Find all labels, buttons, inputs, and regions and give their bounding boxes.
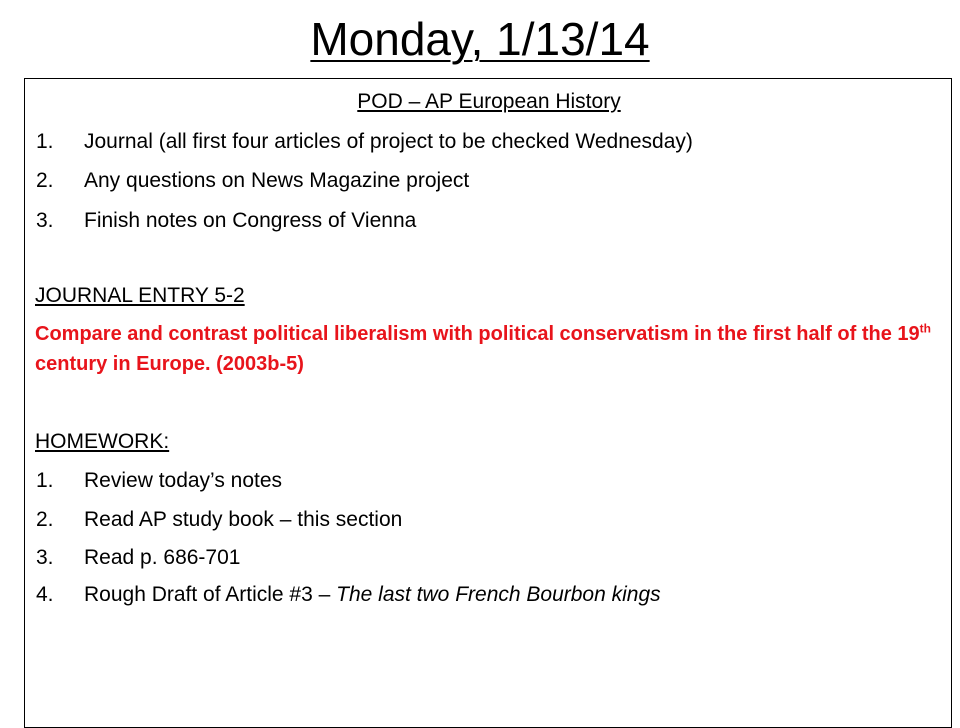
journal-heading: JOURNAL ENTRY 5-2 [35,284,245,307]
journal-prompt-part2: century in Europe. (2003b-5) [35,353,304,375]
homework-item-4-italic: The last two French Bourbon kings [336,583,661,606]
homework-item-2-text: Read AP study book – this section [84,508,403,531]
journal-prompt [35,319,935,379]
homework-item-3-number: 3. [36,546,54,569]
slide-title: Monday, 1/13/14 [310,13,650,65]
homework-item-4-text [84,582,661,608]
homework-item-1-text: Review today’s notes [84,469,283,492]
homework-item-4-number: 4. [36,583,54,606]
pod-item-1-text: Journal (all first four articles of project to be checked Wednesday) [84,130,693,153]
pod-item-2-number: 2. [36,169,54,192]
journal-prompt-part1: Compare and contrast political liberalism with political conservatism in the first half of the 19 [35,323,920,345]
pod-item-3-number: 3. [36,209,54,232]
homework-heading: HOMEWORK: [35,430,170,453]
homework-item-3-text: Read p. 686-701 [84,546,241,569]
content-box [24,78,952,728]
homework-item-2-number: 2. [36,508,54,531]
journal-prompt-superscript: th [919,321,931,336]
homework-item-1-number: 1. [36,469,54,492]
pod-item-1-number: 1. [36,130,54,153]
pod-item-3-text: Finish notes on Congress of Vienna [84,209,417,232]
homework-item-4-main: Rough Draft of Article #3 – [84,583,337,606]
pod-item-2-text: Any questions on News Magazine project [84,169,470,192]
pod-heading: POD – AP European History [357,90,621,113]
